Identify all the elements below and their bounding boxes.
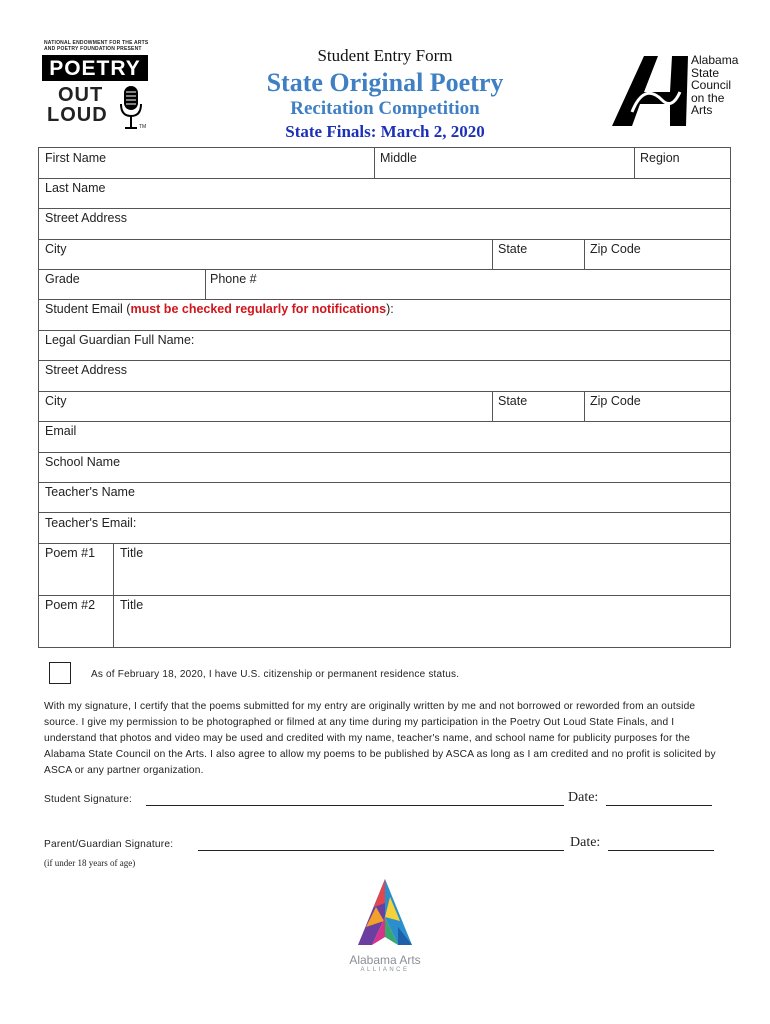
poem-1-title-field[interactable]: Title [120,546,144,560]
last-name-field[interactable]: Last Name [45,181,106,195]
grade-field[interactable]: Grade [45,272,80,286]
finals-date: State Finals: March 2, 2020 [285,122,485,141]
guardian-city-field[interactable]: City [45,394,67,408]
row-divider [38,178,731,179]
alabama-arts-alliance-logo-icon [354,877,416,947]
row-divider [38,543,731,544]
trademark-mark: TM [139,124,147,130]
student-date-line[interactable] [606,805,712,806]
alabama-arts-alliance-sub: ALLIANCE [360,967,410,973]
col-divider [492,391,493,421]
row-divider [38,512,731,513]
guardian-email-field[interactable]: Email [45,424,77,438]
asca-logo-text: Alabama State Council on the Arts [691,53,739,117]
first-name-field[interactable]: First Name [45,151,107,165]
citizenship-checkbox[interactable] [49,662,71,684]
col-divider [205,269,206,299]
region-field[interactable]: Region [640,151,680,165]
row-divider [38,330,731,331]
student-date-label: Date: [568,790,599,805]
student-signature-label: Student Signature: [44,794,132,805]
row-divider [38,360,731,361]
state-field[interactable]: State [498,242,528,256]
form-title-line2: Recitation Competition [290,98,480,119]
form-title: State Original Poetry [266,68,504,97]
certification-paragraph: With my signature, I certify that the poems submitted for my entry are originally written by me and not borrowed or reworded from an outside source. I give my permission to be photographed or filmed at any time during my participation in the Poetry Out Loud State Finals, and I understand that photos and video may be used and credited with my name, teacher's name, and school name for publicity purposes for the Alabama State Council on the Arts. I also agree to allow my poems to be published by ASCA as long as I am credited and no profit is solicited by ASCA or any partner organization. [44,701,716,776]
row-divider [38,482,731,483]
pol-presenters-text: NATIONAL ENDOWMENT FOR THE ARTS AND POETRY FOUNDATION PRESENT [44,40,149,52]
middle-name-field[interactable]: Middle [380,151,417,165]
row-divider [38,299,731,300]
city-field[interactable]: City [45,242,67,256]
asca-logo-icon [610,52,690,128]
row-divider [38,239,731,240]
phone-field[interactable]: Phone # [210,272,257,286]
student-email-field[interactable]: Student Email (must be checked regularly for notifications): [45,302,394,316]
col-divider [113,543,114,648]
guardian-zip-field[interactable]: Zip Code [590,394,641,408]
student-signature-line[interactable] [146,805,564,806]
row-divider [38,595,731,596]
citizenship-statement: As of February 18, 2020, I have U.S. citizenship or permanent residence status. [91,669,460,680]
row-divider [38,421,731,422]
parent-signature-line[interactable] [198,850,564,851]
row-divider [38,208,731,209]
row-divider [38,269,731,270]
pol-logo-loud: LOUD [47,104,108,126]
teacher-name-field[interactable]: Teacher's Name [45,485,135,499]
under-18-note: (if under 18 years of age) [44,858,136,868]
email-required-note: must be checked regularly for notifications [130,302,387,316]
col-divider [584,391,585,421]
pol-logo-poetry: POETRY [42,55,148,81]
form-subtitle: Student Entry Form [317,46,453,65]
col-divider [492,239,493,269]
parent-date-line[interactable] [608,850,714,851]
teacher-email-field[interactable]: Teacher's Email: [45,516,137,530]
col-divider [374,147,375,178]
col-divider [634,147,635,178]
alabama-arts-alliance-name: Alabama Arts [349,953,421,967]
poem-2-title-field[interactable]: Title [120,598,144,612]
zip-code-field[interactable]: Zip Code [590,242,641,256]
school-name-field[interactable]: School Name [45,455,121,469]
pol-logo-out: OUT [58,84,104,106]
guardian-state-field[interactable]: State [498,394,528,408]
row-divider [38,391,731,392]
poem-1-label: Poem #1 [45,546,96,560]
parent-date-label: Date: [570,835,601,850]
parent-signature-label: Parent/Guardian Signature: [44,839,174,850]
street-address-field[interactable]: Street Address [45,211,127,225]
row-divider [38,452,731,453]
guardian-street-field[interactable]: Street Address [45,363,127,377]
poem-2-label: Poem #2 [45,598,96,612]
col-divider [584,239,585,269]
guardian-name-field[interactable]: Legal Guardian Full Name: [45,333,195,347]
